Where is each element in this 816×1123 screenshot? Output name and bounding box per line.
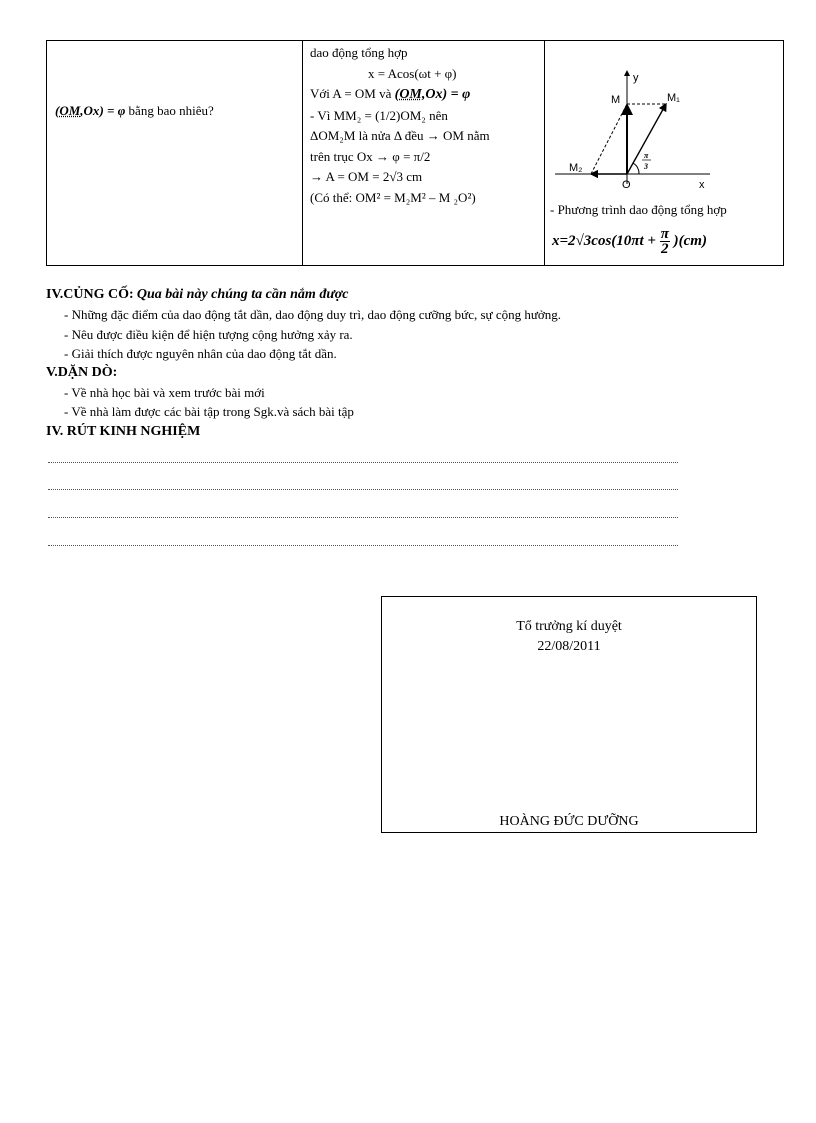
section4-item: - Những đặc điểm của dao động tắt dần, dao động duy trì, dao động cưỡng bức, sự cộng hưởng. xyxy=(64,307,562,322)
question-cell xyxy=(47,41,303,266)
section4-item: - Nêu được điều kiện để hiện tượng cộng hưởng xảy ra. xyxy=(64,327,353,342)
label-x: x xyxy=(699,179,705,191)
section4-item: - Giải thích được nguyên nhân của dao động tắt dần. xyxy=(64,346,337,361)
dotted-line xyxy=(48,517,678,518)
signature-title: Tổ trưởng kí duyệt xyxy=(516,619,622,634)
label-y: y xyxy=(633,72,639,84)
result-label: - Phương trình dao động tổng hợp xyxy=(550,202,727,217)
result-equation: x=2√3cos(10πt + $\frac{\pi}{2}$ )(cm) xyxy=(552,226,707,257)
angle-arc xyxy=(633,163,639,174)
question-text: (OM,Ox) = φ bằng bao nhiêu? xyxy=(55,103,214,118)
section5-item: - Về nhà làm được các bài tập trong Sgk.và sách bài tập xyxy=(64,404,354,419)
section4-heading: IV.CỦNG CỐ: Qua bài này chúng ta cần nắm được xyxy=(46,287,349,302)
dashed-m2-m xyxy=(591,104,627,174)
dotted-line xyxy=(48,545,678,546)
label-m2: M₂ xyxy=(569,162,583,174)
angle-num: π xyxy=(644,151,649,160)
lesson-table xyxy=(46,40,784,266)
signature-name: HOÀNG ĐỨC DƯỠNG xyxy=(499,814,639,829)
section5-heading: V.DẶN DÒ: xyxy=(46,365,118,380)
angle-den: 3 xyxy=(644,162,648,171)
signature-box xyxy=(381,596,757,833)
label-o: O xyxy=(622,179,631,191)
signature-date: 22/08/2011 xyxy=(537,639,601,654)
answer-cell xyxy=(303,41,545,266)
label-m: M xyxy=(611,94,621,106)
vector-diagram xyxy=(545,41,783,201)
dotted-line xyxy=(48,489,678,490)
answer-text: dao động tổng hợp x = Acos(ωt + φ) Với A = OM và (OM,Ox) = φ - Vì MM₂ = (1/2)OM₂ nên ΔOM₂M là nửa Δ đều → OM nằm trên trục Ox → φ = π/2 → A = OM = 2√3 cm (Có thể: OM² = M₂M² – M ₂O²) xyxy=(310,45,490,205)
label-m1: M₁ xyxy=(667,92,680,104)
dotted-line xyxy=(48,462,678,463)
section5-item: - Về nhà học bài và xem trước bài mới xyxy=(64,385,265,400)
figure-cell xyxy=(545,41,784,266)
section6-heading: IV. RÚT KINH NGHIỆM xyxy=(46,424,201,439)
